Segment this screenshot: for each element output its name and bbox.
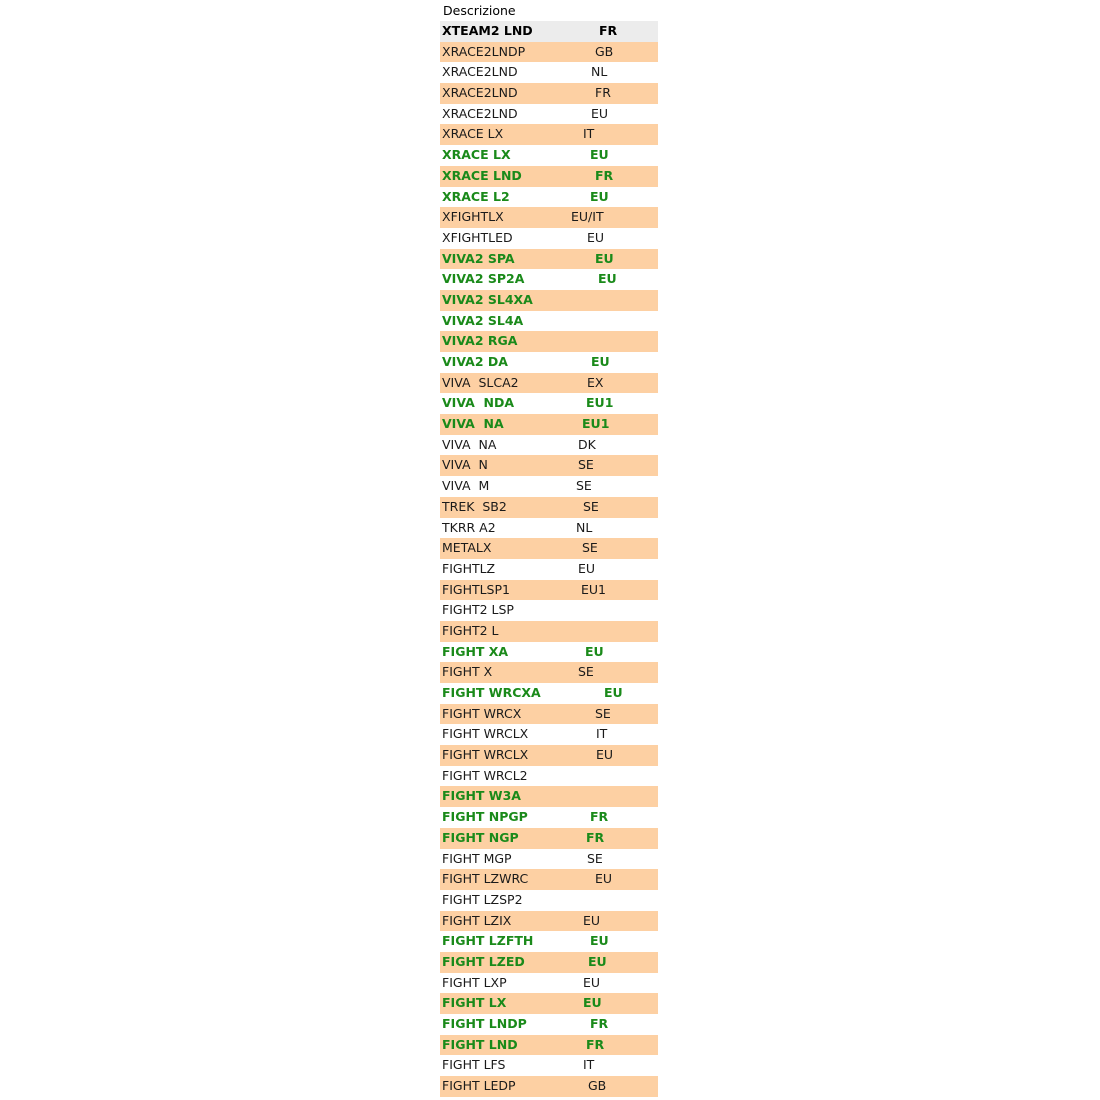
row-country-code: NL	[591, 64, 608, 80]
row-description: FIGHT WRCX	[442, 705, 522, 721]
table-row	[440, 704, 658, 725]
row-description: FIGHTLSP1	[442, 581, 510, 597]
row-country-code: EU	[595, 250, 614, 266]
row-description: FIGHT NPGP	[442, 809, 528, 825]
table-row	[440, 414, 658, 435]
row-description: VIVA SLCA2	[442, 374, 519, 390]
row-country-code: EU	[604, 685, 623, 700]
row-country-code: EU	[596, 747, 614, 763]
row-country-code: IT	[583, 126, 595, 142]
table-row	[440, 766, 658, 787]
row-country-code: EU	[591, 354, 610, 369]
table-row	[440, 476, 658, 497]
row-description: FIGHT LZSP2	[442, 891, 523, 907]
row-country-code: FR	[586, 1036, 605, 1052]
row-description: FIGHT LZIX	[442, 912, 512, 928]
row-description: VIVA NDA	[442, 395, 515, 411]
row-country-code: FR	[595, 85, 611, 101]
row-country-code: EU1	[586, 395, 614, 411]
row-description: FIGHT WRCL2	[442, 767, 528, 783]
table-row	[440, 828, 658, 849]
row-description: VIVA M	[442, 478, 490, 494]
table-row	[440, 1076, 658, 1097]
row-description: METALX	[442, 540, 492, 556]
table-row	[440, 290, 658, 311]
row-description: FIGHT WRCLX	[442, 747, 529, 763]
row-country-code: EU	[583, 995, 602, 1011]
row-country-code: GB	[588, 1078, 607, 1094]
row-description: XFIGHTLED	[442, 229, 513, 245]
row-description: FIGHT MGP	[442, 850, 512, 866]
row-country-code: SE	[583, 498, 599, 514]
table-row	[440, 600, 658, 621]
row-country-code: FR	[595, 167, 614, 183]
table-row	[440, 559, 658, 580]
table-row	[440, 580, 658, 601]
table-row	[440, 518, 658, 539]
row-description: FIGHT LZWRC	[442, 871, 529, 887]
table-row	[440, 869, 658, 890]
row-description: XFIGHTLX	[442, 209, 504, 225]
row-description: XRACE LX	[442, 126, 504, 142]
row-country-code: DK	[578, 436, 596, 452]
row-country-code: EU1	[581, 581, 606, 597]
row-description: FIGHT XA	[442, 643, 509, 659]
row-description: FIGHT X	[442, 664, 493, 680]
table-row	[440, 124, 658, 145]
row-description: VIVA2 DA	[442, 354, 508, 369]
table-row	[440, 538, 658, 559]
table-row	[440, 104, 658, 125]
table-row	[440, 1014, 658, 1035]
table-row	[440, 311, 658, 332]
description-table	[440, 0, 658, 1097]
row-country-code: EU	[587, 229, 605, 245]
row-country-code: EU	[590, 933, 609, 949]
row-country-code: IT	[583, 1057, 595, 1073]
row-country-code: FR	[586, 829, 605, 845]
row-country-code: EU	[583, 974, 601, 990]
table-row	[440, 269, 658, 290]
table-row	[440, 62, 658, 83]
table-row	[440, 642, 658, 663]
row-description: VIVA2 SP2A	[442, 271, 525, 287]
row-country-code: SE	[576, 478, 592, 494]
row-description: FIGHT2 L	[442, 622, 499, 638]
table-row	[440, 42, 658, 63]
row-description: XRACE2LND	[442, 85, 518, 101]
table-row	[440, 786, 658, 807]
table-row	[440, 249, 658, 270]
row-country-code: EU	[590, 188, 609, 204]
table-body	[440, 21, 658, 1097]
table-row	[440, 683, 658, 704]
table-row	[440, 21, 658, 42]
row-description: FIGHT WRCXA	[442, 685, 541, 700]
row-country-code: EU	[591, 105, 609, 121]
table-row	[440, 849, 658, 870]
row-description: XRACE2LND	[442, 105, 518, 121]
row-country-code: FR	[590, 1016, 609, 1031]
table-row	[440, 83, 658, 104]
row-description: VIVA2 RGA	[442, 333, 518, 349]
row-description: TKRR A2	[442, 519, 496, 535]
row-description: XRACE LND	[442, 167, 522, 183]
table-row	[440, 1055, 658, 1076]
table-row	[440, 331, 658, 352]
table-row	[440, 145, 658, 166]
row-description: FIGHT LFS	[442, 1057, 506, 1073]
table-row	[440, 228, 658, 249]
table-row	[440, 724, 658, 745]
row-description: VIVA NA	[442, 416, 504, 432]
table-row	[440, 745, 658, 766]
row-country-code: SE	[582, 540, 598, 556]
row-country-code: EU	[583, 912, 601, 928]
row-description: FIGHT LEDP	[442, 1078, 516, 1094]
row-description: FIGHT LZED	[442, 953, 525, 969]
table-row	[440, 952, 658, 973]
row-country-code: SE	[578, 457, 594, 473]
row-description: FIGHT LXP	[442, 974, 507, 990]
table-row	[440, 187, 658, 208]
table-row	[440, 352, 658, 373]
row-description: XRACE2LNDP	[442, 43, 526, 59]
row-country-code: FR	[599, 23, 618, 38]
table-row	[440, 931, 658, 952]
table-row	[440, 207, 658, 228]
table-row	[440, 890, 658, 911]
row-description: FIGHT WRCLX	[442, 726, 529, 742]
row-country-code: SE	[587, 850, 603, 866]
table-row	[440, 435, 658, 456]
row-country-code: GB	[595, 43, 614, 59]
row-description: XRACE L2	[442, 188, 510, 204]
row-description: FIGHT LZFTH	[442, 933, 534, 949]
row-description: XTEAM2 LND	[442, 23, 533, 38]
row-description: VIVA N	[442, 457, 488, 473]
table-row	[440, 166, 658, 187]
row-country-code: EU	[595, 871, 613, 887]
column-header-descrizione: Descrizione	[443, 3, 516, 18]
row-country-code: EU/IT	[571, 209, 604, 225]
table-row	[440, 973, 658, 994]
row-country-code: EU	[588, 953, 607, 969]
row-description: FIGHT LX	[442, 995, 507, 1011]
table-row	[440, 373, 658, 394]
row-country-code: SE	[578, 664, 594, 680]
row-country-code: EU	[590, 147, 609, 163]
row-description: FIGHT LND	[442, 1036, 518, 1052]
table-row	[440, 621, 658, 642]
row-description: XRACE2LND	[442, 64, 518, 80]
row-country-code: IT	[596, 726, 608, 742]
row-description: FIGHT LNDP	[442, 1016, 527, 1031]
table-row	[440, 1035, 658, 1056]
row-description: VIVA NA	[442, 436, 497, 452]
row-description: FIGHTLZ	[442, 560, 496, 576]
row-description: FIGHT2 LSP	[442, 602, 514, 618]
row-description: VIVA2 SL4A	[442, 312, 524, 328]
row-country-code: EX	[587, 374, 604, 390]
row-description: VIVA2 SL4XA	[442, 291, 533, 307]
table-row	[440, 662, 658, 683]
row-description: XRACE LX	[442, 147, 511, 163]
table-row	[440, 455, 658, 476]
row-description: TREK SB2	[442, 498, 507, 514]
row-country-code: EU	[578, 560, 596, 576]
row-description: FIGHT NGP	[442, 829, 519, 845]
row-country-code: EU1	[582, 416, 610, 432]
row-description: FIGHT W3A	[442, 788, 521, 804]
row-country-code: FR	[590, 809, 609, 825]
table-row	[440, 993, 658, 1014]
table-row	[440, 911, 658, 932]
table-row	[440, 393, 658, 414]
table-row	[440, 497, 658, 518]
row-description: VIVA2 SPA	[442, 250, 515, 266]
row-country-code: SE	[595, 705, 611, 721]
row-country-code: EU	[598, 271, 617, 287]
row-country-code: EU	[585, 643, 604, 659]
table-row	[440, 807, 658, 828]
row-country-code: NL	[576, 519, 593, 535]
